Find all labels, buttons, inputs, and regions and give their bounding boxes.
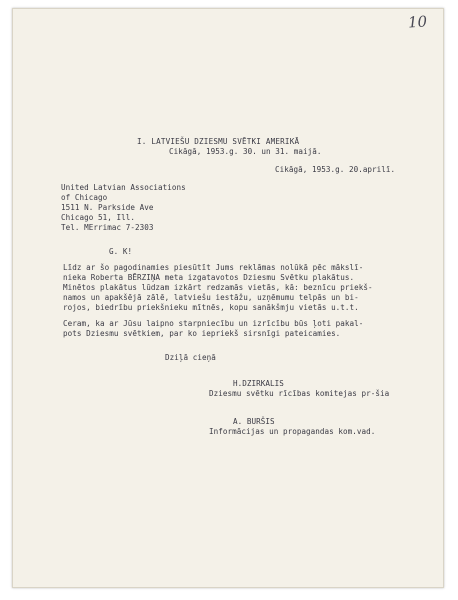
- address-line: of Chicago: [61, 193, 108, 202]
- paragraph-line: Ceram, ka ar Jūsu laipno starpniecību un izrīcību būs ļoti pakal-: [63, 319, 364, 328]
- paragraph-line: namos un apakšējā zālē, latviešu iestāžu, uzņēmumu telpās un bi-: [63, 293, 359, 302]
- letter-date: Cikāgā, 1953.g. 20.aprilī.: [275, 165, 396, 174]
- letter-page: [12, 8, 444, 588]
- paragraph-line: Līdz ar šo pagodinamies piesūtīt Jums reklāmas nolūkā pēc mākslī-: [63, 263, 364, 272]
- paragraph-line: Minētos plakātus lūdzam izkārt redzamās vietās, kā: beznīcu priekš-: [63, 283, 373, 292]
- signatory-name: A. BURŠIS: [233, 417, 275, 426]
- paragraph-line: rojos, biedrību priekšnieku mītnēs, kopu sanākšmju vietās u.t.t.: [63, 303, 359, 312]
- closing-phrase: Dziļā cieņā: [165, 353, 216, 362]
- address-line: Chicago 51, Ill.: [61, 213, 135, 222]
- address-line: Tel. MErrimac 7-2303: [61, 223, 154, 232]
- address-line: United Latvian Associations: [61, 183, 186, 192]
- signatory-name: H.DZIRKALIS: [233, 379, 284, 388]
- event-dates: Cikāgā, 1953.g. 30. un 31. maijā.: [169, 147, 322, 156]
- page-number: 10: [407, 12, 428, 32]
- signatory-role: Dziesmu svētku rīcības komitejas pr-šia: [209, 389, 390, 398]
- paragraph-line: pots Dziesmu svētkiem, par ko iepriekš sirsnīgi pateicamies.: [63, 329, 341, 338]
- address-line: 1511 N. Parkside Ave: [61, 203, 154, 212]
- letter-heading: I. LATVIEŠU DZIESMU SVĒTKI AMERIKĀ: [137, 137, 300, 146]
- signatory-role: Informācijas un propagandas kom.vad.: [209, 427, 376, 436]
- paragraph-line: nieka Roberta BĒRZIŅA meta izgatavotos Dziesmu Svētku plakātus.: [63, 273, 355, 282]
- greeting: G. K!: [109, 247, 133, 256]
